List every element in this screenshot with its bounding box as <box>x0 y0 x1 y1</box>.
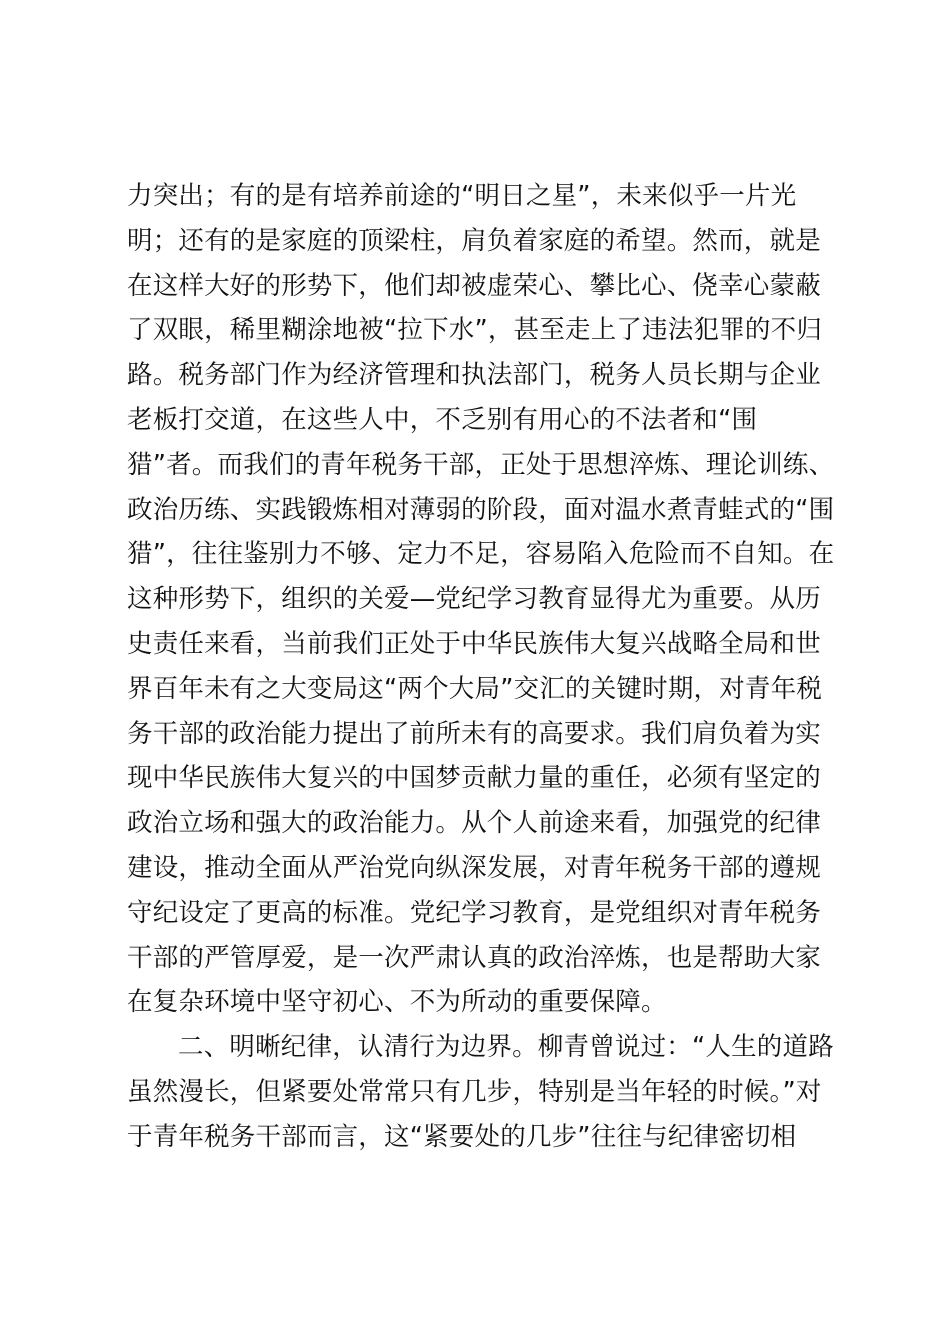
text-line: 虽然漫长，但紧要处常常只有几步，特别是当年轻的时候。”对 <box>127 1076 822 1107</box>
text-line: 在复杂环境中坚守初心、不为所动的重要保障。 <box>127 987 667 1018</box>
text-line: 史责任来看，当前我们正处于中华民族伟大复兴战略全局和世 <box>127 628 821 659</box>
text-line: 政治立场和强大的政治能力。从个人前途来看，加强党的纪律 <box>127 808 821 839</box>
text-line: 于青年税务干部而言，这“紧要处的几步”往往与纪律密切相 <box>127 1121 797 1152</box>
text-line: 猎”，往往鉴别力不够、定力不足，容易陷入危险而不自知。在 <box>127 539 835 570</box>
text-line: 路。税务部门作为经济管理和执法部门，税务人员长期与企业 <box>127 360 821 391</box>
text-line: 了双眼，稀里糊涂地被“拉下水”，甚至走上了违法犯罪的不归 <box>127 315 823 346</box>
text-line: 这种形势下，组织的关爱—党纪学习教育显得尤为重要。从历 <box>127 584 821 615</box>
text-line: 务干部的政治能力提出了前所未有的高要求。我们肩负着为实 <box>127 718 821 749</box>
text-line: 建设，推动全面从严治党向纵深发展，对青年税务干部的遵规 <box>127 852 821 883</box>
text-line: 政治历练、实践锻炼相对薄弱的阶段，面对温水煮青蛙式的“围 <box>127 494 835 525</box>
section-heading-line: 二、明晰纪律，认清行为边界。柳青曾说过：“人生的道路 <box>178 1032 834 1063</box>
text-line: 力突出；有的是有培养前途的“明日之星”，未来似乎一片光 <box>127 181 797 211</box>
text-line: 守纪设定了更高的标准。党纪学习教育，是党组织对青年税务 <box>127 897 821 928</box>
text-line: 现中华民族伟大复兴的中国梦贡献力量的重任，必须有坚定的 <box>127 763 821 794</box>
text-line: 猎”者。而我们的青年税务干部，正处于思想淬炼、理论训练、 <box>127 449 835 480</box>
body-text <box>127 174 847 1160</box>
text-line: 干部的严管厚爱，是一次严肃认真的政治淬炼，也是帮助大家 <box>127 942 821 973</box>
text-line: 明；还有的是家庭的顶梁柱，肩负着家庭的希望。然而，就是 <box>127 225 821 256</box>
text-line: 界百年未有之大变局这“两个大局”交汇的关键时期，对青年税 <box>127 673 823 704</box>
text-line: 在这样大好的形势下，他们却被虚荣心、攀比心、侥幸心蒙蔽 <box>127 270 821 301</box>
text-line: 老板打交道，在这些人中，不乏别有用心的不法者和“围 <box>127 404 758 435</box>
